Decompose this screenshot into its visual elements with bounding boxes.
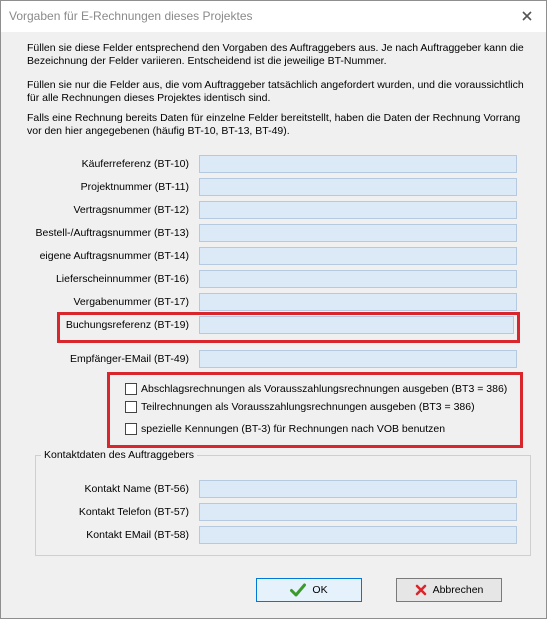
input-eigene-auftragsnummer[interactable] (199, 247, 517, 265)
window-title: Vorgaben für E-Rechnungen dieses Projektes (9, 9, 253, 23)
input-kontakt-telefon[interactable] (199, 503, 517, 521)
close-button[interactable] (516, 6, 538, 26)
label-vergabenummer: Vergabenummer (BT-17) (73, 296, 189, 308)
close-icon (522, 11, 532, 21)
input-kontakt-name[interactable] (199, 480, 517, 498)
label-kontakt-name: Kontakt Name (BT-56) (84, 483, 189, 495)
intro-text-1: Füllen sie diese Felder entsprechend den Vorgaben des Auftraggebers aus. Je nach Auftraggeber kann die Bezeichnung der Felder variieren. Entscheidend ist die jeweilige BT-Nummer. (27, 42, 524, 67)
input-kontakt-email[interactable] (199, 526, 517, 544)
input-kaeuferreferenz[interactable] (199, 155, 517, 173)
label-kontakt-email: Kontakt EMail (BT-58) (86, 529, 189, 541)
label-kaeuferreferenz: Käuferreferenz (BT-10) (81, 158, 189, 170)
checkbox-vob-kennungen[interactable] (125, 423, 445, 435)
label-eigene-auftragsnummer: eigene Auftragsnummer (BT-14) (39, 250, 189, 262)
checkbox-box[interactable] (125, 383, 137, 395)
label-projektnummer: Projektnummer (BT-11) (80, 181, 189, 193)
label-buchungsreferenz: Buchungsreferenz (BT-19) (65, 319, 189, 331)
checkmark-icon (290, 583, 306, 597)
input-empfaenger-email[interactable] (199, 350, 517, 368)
checkbox-teilrechnungen[interactable] (125, 401, 475, 413)
intro-text-2: Füllen sie nur die Felder aus, die vom Auftraggeber tatsächlich angefordert wurden, und die voraussichtlich für alle Rechnungen dieses Projektes identisch sind. (27, 79, 524, 104)
cancel-button[interactable] (396, 578, 502, 602)
checkbox-abschlagsrechnungen[interactable] (125, 383, 507, 395)
checkbox-box[interactable] (125, 401, 137, 413)
input-vergabenummer[interactable] (199, 293, 517, 311)
cancel-button-label: Abbrechen (432, 584, 484, 596)
title-bar (1, 1, 546, 32)
label-bestellnummer: Bestell-/Auftragsnummer (BT-13) (35, 227, 189, 239)
cross-icon (415, 584, 427, 596)
ok-button-label: OK (312, 584, 328, 596)
input-vertragsnummer[interactable] (199, 201, 517, 219)
label-empfaenger-email: Empfänger-EMail (BT-49) (69, 353, 189, 365)
input-projektnummer[interactable] (199, 178, 517, 196)
input-buchungsreferenz[interactable] (199, 316, 514, 334)
label-vertragsnummer: Vertragsnummer (BT-12) (73, 204, 189, 216)
checkbox-label: spezielle Kennungen (BT-3) für Rechnungen nach VOB benutzen (141, 423, 446, 435)
checkbox-box[interactable] (125, 423, 137, 435)
contact-group-title: Kontaktdaten des Auftraggebers (41, 449, 197, 461)
intro-text-3: Falls eine Rechnung bereits Daten für einzelne Felder bereitstellt, haben die Daten der Rechnung Vorrang vor den hier angegebenen (häufig BT-10, BT-13, BT-49). (27, 112, 521, 137)
checkbox-label: Abschlagsrechnungen als Vorausszahlungsrechnungen ausgeben (BT3 = 386) (141, 383, 508, 395)
checkbox-label: Teilrechnungen als Vorausszahlungsrechnungen ausgeben (BT3 = 386) (141, 401, 475, 413)
label-kontakt-telefon: Kontakt Telefon (BT-57) (78, 506, 189, 518)
input-lieferscheinnummer[interactable] (199, 270, 517, 288)
label-lieferscheinnummer: Lieferscheinnummer (BT-16) (55, 273, 189, 285)
input-bestellnummer[interactable] (199, 224, 517, 242)
ok-button[interactable] (256, 578, 362, 602)
